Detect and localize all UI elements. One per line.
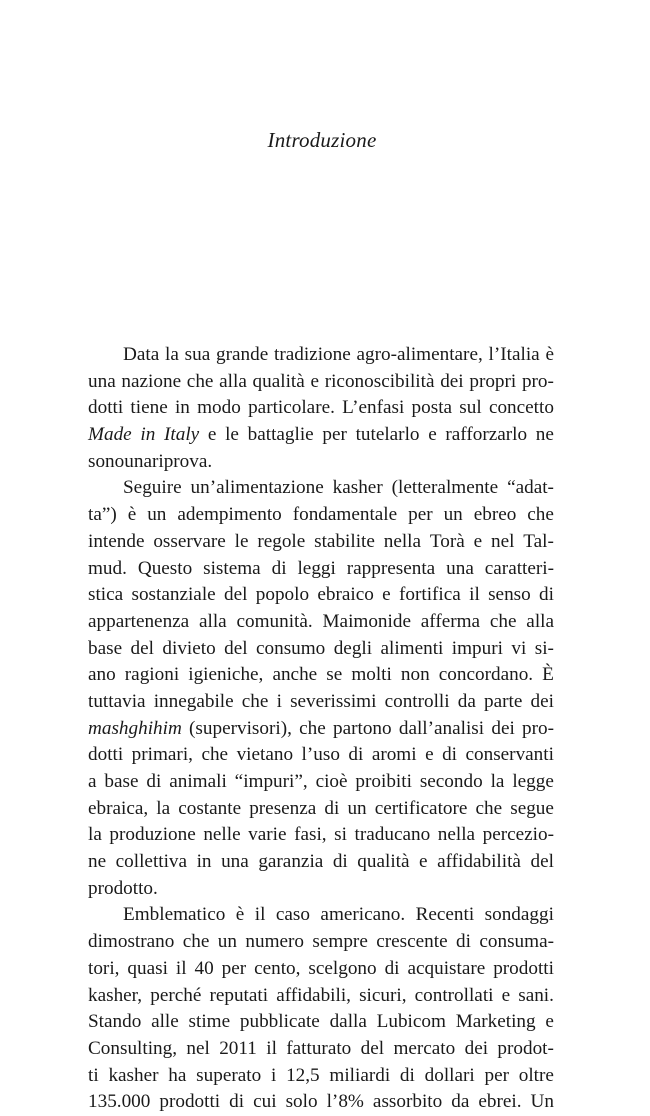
word: dollari: [424, 1064, 475, 1086]
word: controlli: [384, 690, 450, 712]
word: intende: [88, 530, 145, 552]
text-line: [88, 556, 554, 583]
text-line: [88, 662, 554, 689]
word: del: [530, 851, 554, 873]
word: ti: [88, 1064, 99, 1086]
word: e: [207, 424, 217, 446]
word: alle: [151, 1011, 179, 1033]
word: per: [322, 424, 347, 446]
word: Emblematico: [123, 904, 226, 926]
word: i: [276, 690, 282, 712]
word: è: [235, 904, 245, 926]
word: dotti: [88, 744, 124, 766]
word: ano: [88, 664, 116, 686]
word: ne: [535, 424, 554, 446]
word: è: [127, 504, 137, 526]
word: nazione: [121, 370, 182, 392]
word: che: [527, 504, 554, 526]
word: qualità: [252, 370, 305, 392]
text-line: [88, 449, 554, 476]
word: tiene: [130, 397, 168, 419]
word: dei: [440, 370, 464, 392]
word: di: [146, 771, 162, 792]
word: del: [224, 637, 248, 659]
word: una: [124, 450, 152, 472]
word: collettiva: [115, 851, 188, 873]
word: certificatore: [374, 797, 468, 819]
word: 135.000: [88, 1091, 151, 1113]
word: parte: [484, 690, 523, 712]
text-line: [88, 395, 554, 422]
word: si: [334, 824, 347, 846]
word: scelgono: [308, 957, 377, 979]
word: che: [186, 370, 214, 392]
word: la: [490, 771, 505, 792]
word: il: [254, 904, 266, 926]
word: kasher: [332, 477, 383, 499]
word: i: [270, 1064, 277, 1086]
paragraph: [88, 342, 554, 475]
word: fasi,: [294, 824, 327, 846]
word: tori,: [88, 957, 120, 979]
word: l’8%: [326, 1091, 364, 1113]
word: numero: [245, 931, 305, 953]
word: le: [234, 530, 249, 552]
text-line: [88, 1009, 554, 1036]
word: dimostrano: [88, 931, 175, 953]
word: e: [425, 744, 434, 766]
word: da: [451, 1091, 470, 1113]
word: percezio-: [482, 824, 554, 846]
word: stime: [188, 1011, 231, 1033]
word: aromi: [371, 744, 417, 766]
word: sicuri,: [359, 984, 407, 1006]
word: animali: [169, 771, 227, 792]
word: ebraico: [317, 584, 374, 606]
word: particolare.: [248, 397, 335, 419]
text-line: [88, 582, 554, 609]
word: solo: [285, 1091, 318, 1113]
word: il: [469, 584, 480, 606]
word: partono: [333, 717, 392, 739]
word: popolo: [255, 584, 310, 606]
word: rappresenta: [346, 557, 436, 579]
word: ebreo: [473, 504, 517, 526]
word: “impuri”,: [234, 771, 308, 792]
word: di: [324, 797, 340, 819]
text-line: [88, 983, 554, 1010]
word: osservare: [153, 530, 226, 552]
word: la: [156, 797, 171, 819]
word: afferma: [420, 610, 481, 632]
word: leggi: [297, 557, 336, 579]
word: riprova.: [151, 450, 213, 472]
word: da: [457, 690, 476, 712]
word: e: [501, 984, 511, 1006]
word: fortifica: [399, 584, 461, 606]
word: severissimi: [290, 690, 377, 712]
italic-word: Italy: [164, 424, 200, 446]
word: posta: [411, 397, 453, 419]
word: del: [360, 1037, 385, 1059]
word: un: [443, 504, 463, 526]
word: di: [271, 557, 287, 579]
word: di: [332, 851, 348, 873]
word: cento,: [254, 957, 301, 979]
word: cioè: [315, 771, 348, 792]
word: grande: [216, 344, 269, 365]
body-text: [88, 342, 554, 1116]
word: È: [542, 664, 554, 686]
word: pro-: [522, 717, 554, 739]
word: stica: [88, 584, 124, 606]
word: e: [473, 530, 483, 552]
word: ebrei.: [478, 1091, 522, 1113]
word: adempimento: [177, 504, 282, 526]
word: la: [88, 824, 102, 846]
word: di: [456, 931, 471, 953]
word: prodotti: [159, 1091, 221, 1113]
word: se: [326, 664, 343, 686]
text-line: [88, 1036, 554, 1063]
word: la: [165, 344, 179, 365]
word: primari,: [131, 744, 193, 766]
text-line: [88, 716, 554, 743]
word: “adat-: [507, 477, 554, 499]
word: costante: [178, 797, 242, 819]
word: perché: [150, 984, 202, 1006]
word: che: [475, 797, 503, 819]
word: appartenenza: [88, 610, 190, 632]
word: acquistare: [407, 957, 486, 979]
text-line: [88, 636, 554, 663]
word: e: [428, 424, 437, 446]
word: igieniche,: [188, 664, 264, 686]
word: comunità.: [236, 610, 313, 632]
word: quasi: [127, 957, 168, 979]
text-line: [88, 902, 554, 929]
word: caso: [275, 904, 310, 926]
word: concordano.: [438, 664, 534, 686]
word: una: [446, 557, 474, 579]
text-line: [88, 502, 554, 529]
word: una: [88, 370, 116, 392]
word: per: [408, 504, 433, 526]
word: legge: [512, 771, 554, 792]
word: fatturato: [286, 1037, 352, 1059]
word: (letteralmente: [391, 477, 499, 499]
word: sul: [459, 397, 482, 419]
text-line: [88, 796, 554, 823]
word: nelle: [203, 824, 241, 846]
word: mercato: [393, 1037, 456, 1059]
word: nella: [437, 824, 476, 846]
word: per: [221, 957, 247, 979]
word: Torà: [429, 530, 465, 552]
word: americano.: [320, 904, 406, 926]
word: Consulting,: [88, 1037, 178, 1059]
page-title: Introduzione: [267, 128, 377, 152]
word: nella: [383, 530, 422, 552]
word: e: [545, 1011, 554, 1033]
word: alla: [219, 370, 247, 392]
word: non: [400, 664, 430, 686]
word: nel: [490, 530, 515, 552]
word: di: [229, 1091, 245, 1113]
word: di: [348, 744, 364, 766]
word: del: [223, 584, 248, 606]
word: una: [221, 851, 249, 873]
word: proibiti: [355, 771, 412, 792]
word: Stando: [88, 1011, 142, 1033]
word: tradizione: [274, 344, 351, 365]
word: sondaggi: [484, 904, 554, 926]
word: senso: [488, 584, 531, 606]
text-line: [88, 342, 554, 369]
word: di: [442, 744, 458, 766]
word: affidabili,: [276, 984, 351, 1006]
text-line: [88, 742, 554, 769]
word: che: [241, 690, 269, 712]
word: vi: [511, 637, 527, 659]
word: Marketing: [455, 1011, 536, 1033]
word: per: [484, 1064, 509, 1086]
word: presenza: [249, 797, 317, 819]
word: battaglie: [247, 424, 314, 446]
word: reputati: [209, 984, 269, 1006]
word: varie: [248, 824, 287, 846]
word: divieto: [162, 637, 216, 659]
paragraph: [88, 902, 554, 1116]
word: e: [382, 584, 391, 606]
word: produzione: [109, 824, 196, 846]
word: ta”): [88, 504, 117, 526]
paragraph: [88, 475, 554, 902]
word: dalla: [329, 1011, 367, 1033]
word: che: [299, 717, 326, 739]
text-line: [88, 849, 554, 876]
italic-word: in: [140, 424, 156, 446]
text-line: [88, 609, 554, 636]
text-line: [88, 529, 554, 556]
word: controllati: [414, 984, 494, 1006]
word: propri: [469, 370, 517, 392]
word: cui: [253, 1091, 277, 1113]
text-line: [88, 1063, 554, 1090]
word: agro-alimentare,: [356, 344, 483, 365]
word: del: [130, 637, 154, 659]
word: modo: [197, 397, 241, 419]
word: di: [399, 1064, 415, 1086]
word: rafforzarlo: [445, 424, 528, 446]
word: mud.: [88, 557, 127, 579]
word: le: [225, 424, 239, 446]
text-line: [88, 1089, 554, 1116]
word: traducano: [354, 824, 431, 846]
word: di: [384, 957, 400, 979]
word: innegabile: [153, 690, 234, 712]
word: segue: [510, 797, 554, 819]
word: Maimonide: [322, 610, 411, 632]
word: alla: [199, 610, 227, 632]
word: l’Italia: [488, 344, 540, 365]
text-line: [88, 822, 554, 849]
word: tuttavia: [88, 690, 146, 712]
word: impuri: [451, 637, 503, 659]
word: riconoscibilità: [324, 370, 435, 392]
word: un: [147, 504, 167, 526]
word: secondo: [419, 771, 483, 792]
word: oltre: [518, 1064, 554, 1086]
word: ne: [88, 851, 107, 873]
word: il: [175, 957, 187, 979]
word: miliardi: [329, 1064, 391, 1086]
word: un: [347, 797, 367, 819]
word: anche: [272, 664, 318, 686]
text-line: [88, 769, 554, 796]
word: Lubicom: [376, 1011, 446, 1033]
word: caratteri-: [484, 557, 554, 579]
word: di: [539, 584, 554, 606]
word: a: [88, 771, 97, 792]
word: fondamentale: [292, 504, 398, 526]
word: e: [419, 851, 428, 873]
word: pubblicate: [239, 1011, 320, 1033]
word: consuma-: [479, 931, 554, 953]
word: dei: [530, 690, 554, 712]
word: garanzia: [258, 851, 324, 873]
word: ragioni: [124, 664, 180, 686]
word: base: [104, 771, 139, 792]
text-line: [88, 956, 554, 983]
word: prodotto.: [88, 877, 158, 899]
word: è: [545, 344, 554, 365]
word: consumo: [255, 637, 326, 659]
word: affidabilità: [437, 851, 521, 873]
word: 40: [194, 957, 214, 979]
word: nel: [186, 1037, 210, 1059]
word: conservanti: [465, 744, 554, 766]
word: Un: [530, 1091, 554, 1113]
word: e: [310, 370, 319, 392]
text-line: [88, 876, 554, 903]
word: Tal-: [523, 530, 554, 552]
word: in: [196, 851, 212, 873]
word: superato: [196, 1064, 262, 1086]
word: 2011: [219, 1037, 257, 1059]
word: alimenti: [380, 637, 444, 659]
word: ebraica,: [88, 797, 149, 819]
italic-word: mashghihim: [88, 717, 182, 739]
text-line: [88, 929, 554, 956]
word: pro-: [521, 370, 554, 392]
text-line: [88, 369, 554, 396]
word: kasher: [108, 1064, 159, 1086]
word: prodotti: [493, 957, 554, 979]
word: che: [489, 610, 517, 632]
word: l’uso: [301, 744, 340, 766]
word: dotti: [88, 397, 124, 419]
word: degli: [333, 637, 373, 659]
word: crescente: [376, 931, 448, 953]
word: 12,5: [286, 1064, 320, 1086]
word: dall’analisi: [398, 717, 485, 739]
word: in: [174, 397, 190, 419]
word: il: [266, 1037, 277, 1059]
word: sistema: [203, 557, 261, 579]
word: (supervisori),: [189, 717, 292, 739]
word: vietano: [236, 744, 294, 766]
word: sono: [88, 450, 125, 472]
word: L’enfasi: [342, 397, 405, 419]
text-line: [88, 689, 554, 716]
word: dei: [464, 1037, 489, 1059]
word: alla: [526, 610, 554, 632]
word: sostanziale: [131, 584, 216, 606]
word: un’alimentazione: [190, 477, 324, 499]
word: qualità: [357, 851, 410, 873]
word: assorbito: [372, 1091, 443, 1113]
word: kasher,: [88, 984, 143, 1006]
word: si-: [534, 637, 554, 659]
word: Data: [123, 344, 160, 365]
word: Seguire: [123, 477, 182, 499]
word: stabilite: [314, 530, 375, 552]
text-line: [88, 475, 554, 502]
italic-word: Made: [88, 424, 132, 446]
word: che: [201, 744, 229, 766]
word: sani.: [518, 984, 554, 1006]
word: dei: [491, 717, 515, 739]
word: prodot-: [497, 1037, 554, 1059]
word: regole: [257, 530, 306, 552]
word: base: [88, 637, 123, 659]
word: sempre: [312, 931, 368, 953]
word: che: [182, 931, 210, 953]
word: molti: [351, 664, 392, 686]
word: tutelarlo: [355, 424, 420, 446]
word: Recenti: [415, 904, 475, 926]
word: concetto: [488, 397, 554, 419]
text-line: [88, 422, 554, 449]
word: ha: [168, 1064, 187, 1086]
word: un: [217, 931, 237, 953]
word: sua: [184, 344, 211, 365]
word: Questo: [137, 557, 193, 579]
